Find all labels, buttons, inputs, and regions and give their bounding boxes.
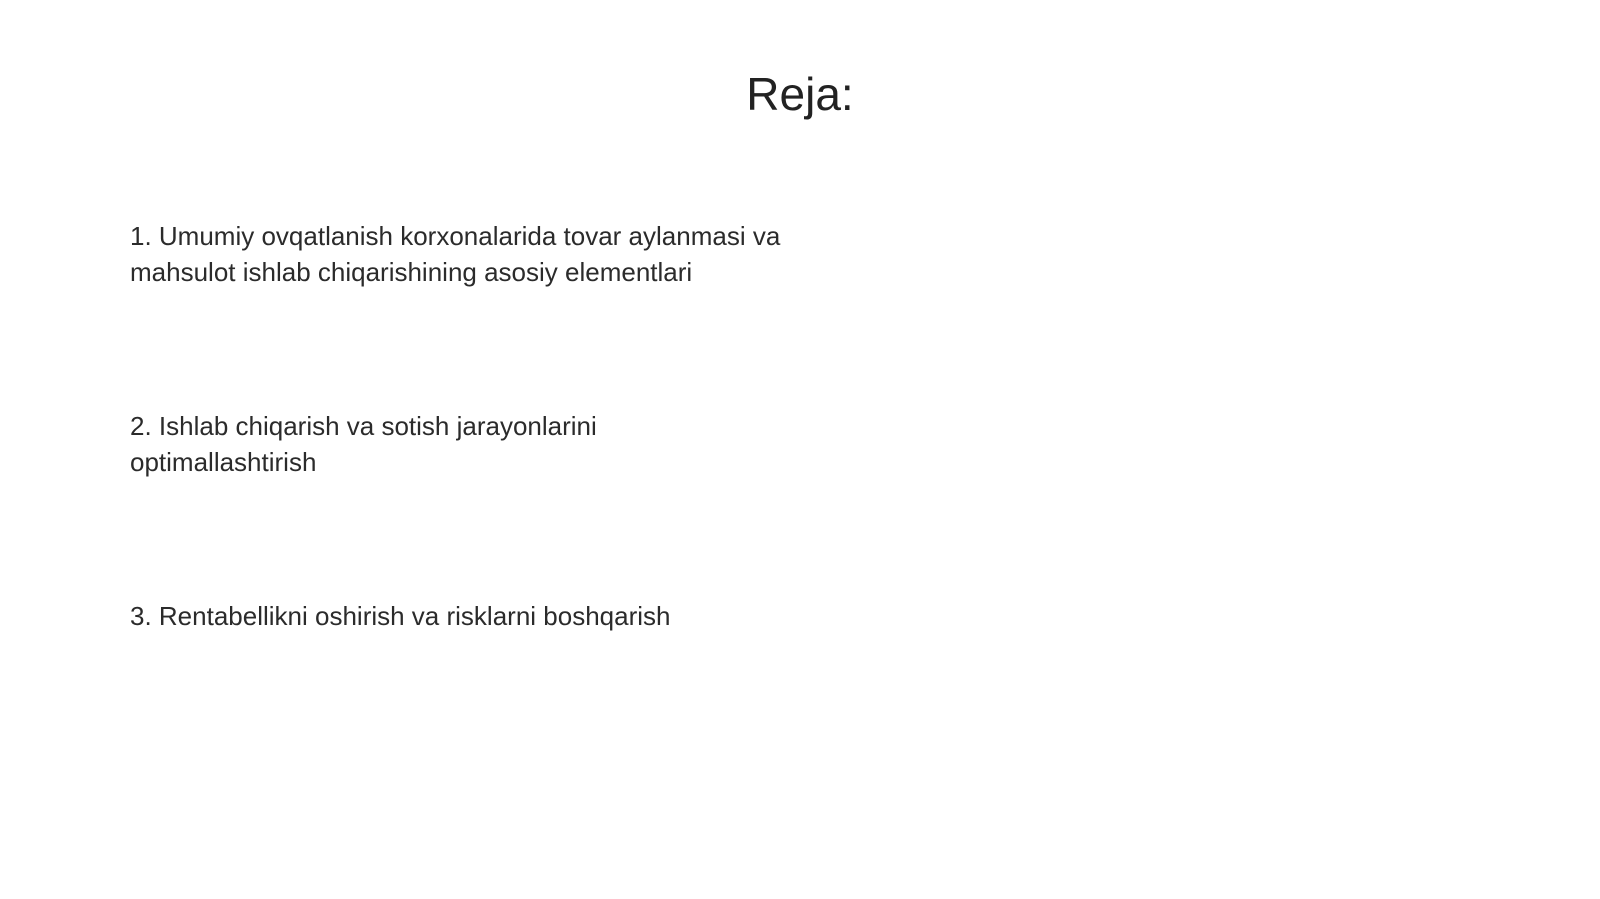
slide-title: Reja: — [746, 68, 854, 120]
plan-item-2: 2. Ishlab chiqarish va sotish jarayonlarini optimallashtirish — [130, 411, 597, 477]
plan-item-1: 1. Umumiy ovqatlanish korxonalarida tovar aylanmasi va mahsulot ishlab chiqarishining asosiy elementlari — [130, 221, 781, 287]
plan-item-3: 3. Rentabellikni oshirish va risklarni boshqarish — [130, 601, 671, 631]
